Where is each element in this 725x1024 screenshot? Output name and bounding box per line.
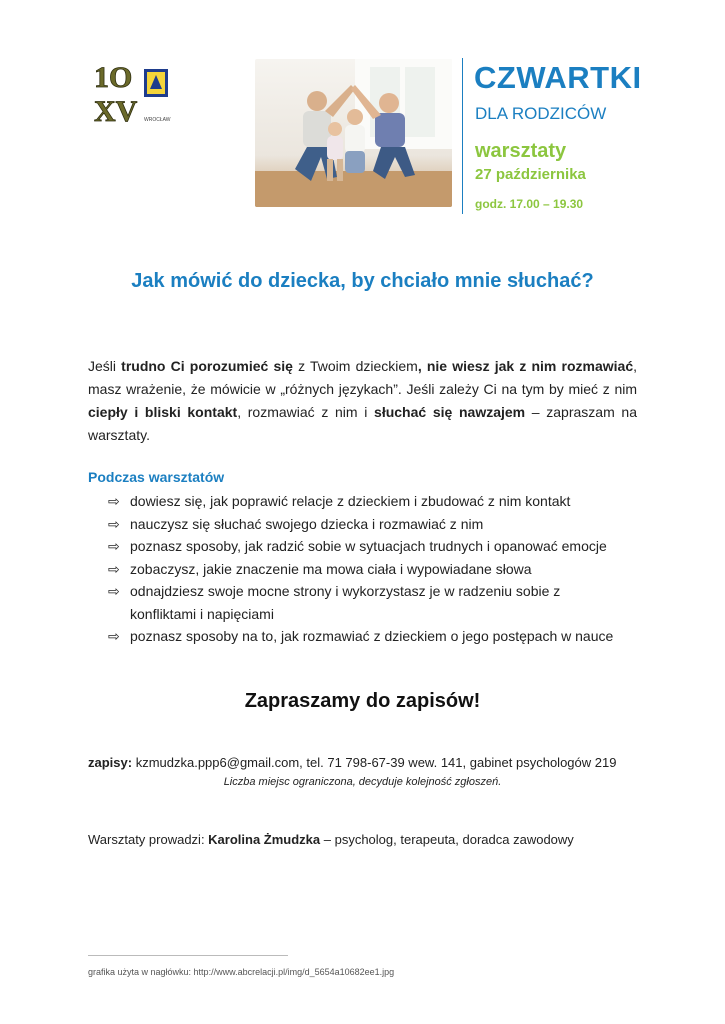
facilitator-suffix: – psycholog, terapeuta, doradca zawodowy: [320, 832, 574, 847]
facilitator-prefix: Warsztaty prowadzi:: [88, 832, 209, 847]
list-item-text: poznasz sposoby, jak radzić sobie w sytuacjach trudnych i opanować emocje: [130, 538, 607, 554]
intro-text: Jeśli: [88, 358, 122, 374]
intro-bold: ciepły i bliski kontakt: [88, 404, 238, 420]
arrow-right-outline-icon: ⇨: [108, 560, 120, 577]
invite-heading: Zapraszamy do zapisów!: [244, 690, 481, 712]
list-item: [108, 558, 648, 581]
list-item: [108, 625, 648, 648]
arrow-right-outline-icon: ⇨: [108, 583, 120, 599]
header-divider: [462, 58, 463, 214]
event-time: godz. 17.00 – 19.30: [475, 197, 584, 211]
signup-info: [88, 755, 616, 770]
list-item-text: nauczysz się słuchać swojego dziecka i rozmawiać z nim: [130, 515, 484, 532]
footnote: grafika użyta w nagłówku: http://www.abcrelacji.pl/img/d_5654a10682ee1.jpg: [88, 967, 395, 977]
signup-label: zapisy:: [88, 755, 133, 770]
facilitator-name: Karolina Żmudzka: [208, 832, 321, 847]
header-subtitle: DLA RODZICÓW: [475, 104, 607, 123]
school-logo: [90, 59, 176, 126]
event-date: 27 października: [475, 166, 586, 183]
list-item-text: zobaczysz, jakie znaczenie ma mowa ciała i wypowiadane słowa: [130, 560, 532, 577]
facilitator-info: [88, 832, 574, 847]
signup-note: Liczba miejsc ograniczona, decyduje kolejność zgłoszeń.: [223, 776, 502, 788]
intro-text: – zapraszam na warsztaty.: [88, 404, 637, 443]
section-heading: Podczas warsztatów: [88, 469, 225, 485]
intro-text: , masz wrażenie, że mówicie w „różnych językach”. Jeśli zależy Ci na tym by mieć z nim: [88, 358, 637, 397]
intro-bold: słuchać się nawzajem: [374, 404, 526, 420]
intro-paragraph: [88, 355, 637, 447]
arrow-right-outline-icon: ⇨: [108, 493, 120, 509]
list-item: [108, 535, 648, 558]
intro-text: z Twoim dzieckiem: [292, 358, 418, 374]
intro-bold: trudno Ci porozumieć się: [121, 358, 293, 374]
arrow-right-outline-icon: ⇨: [108, 515, 120, 532]
logo-subtext: WROCŁAW: [144, 117, 171, 123]
intro-bold: , nie wiesz jak z nim rozmawiać: [417, 358, 634, 374]
list-item-text: poznasz sposoby na to, jak rozmawiać z dzieckiem o jego postępach w nauce: [130, 628, 614, 644]
arrow-right-outline-icon: ⇨: [108, 628, 120, 644]
family-photo: [255, 59, 452, 207]
list-item-text: dowiesz się, jak poprawić relacje z dzieckiem i zbudować z nim kontakt: [130, 493, 571, 509]
svg-text:XV: XV: [94, 95, 138, 126]
list-item: [108, 580, 600, 625]
arrow-right-outline-icon: ⇨: [108, 538, 120, 554]
list-item-text: odnajdziesz swoje mocne strony i wykorzystasz je w radzeniu sobie z konfliktami i napięciami: [130, 583, 561, 622]
header-title: CZWARTKI: [474, 60, 642, 95]
list-item: [108, 513, 648, 536]
svg-text:1O: 1O: [94, 61, 133, 94]
event-type: warsztaty: [475, 140, 567, 162]
footnote-divider: [88, 955, 288, 956]
page-title: Jak mówić do dziecka, by chciało mnie słuchać?: [131, 270, 594, 292]
list-item: [108, 490, 648, 513]
benefits-list: [108, 490, 648, 648]
intro-text: , rozmawiać z nim i: [237, 404, 375, 420]
signup-text: kzmudzka.ppp6@gmail.com, tel. 71 798-67-39 wew. 141, gabinet psychologów 219: [132, 755, 617, 770]
